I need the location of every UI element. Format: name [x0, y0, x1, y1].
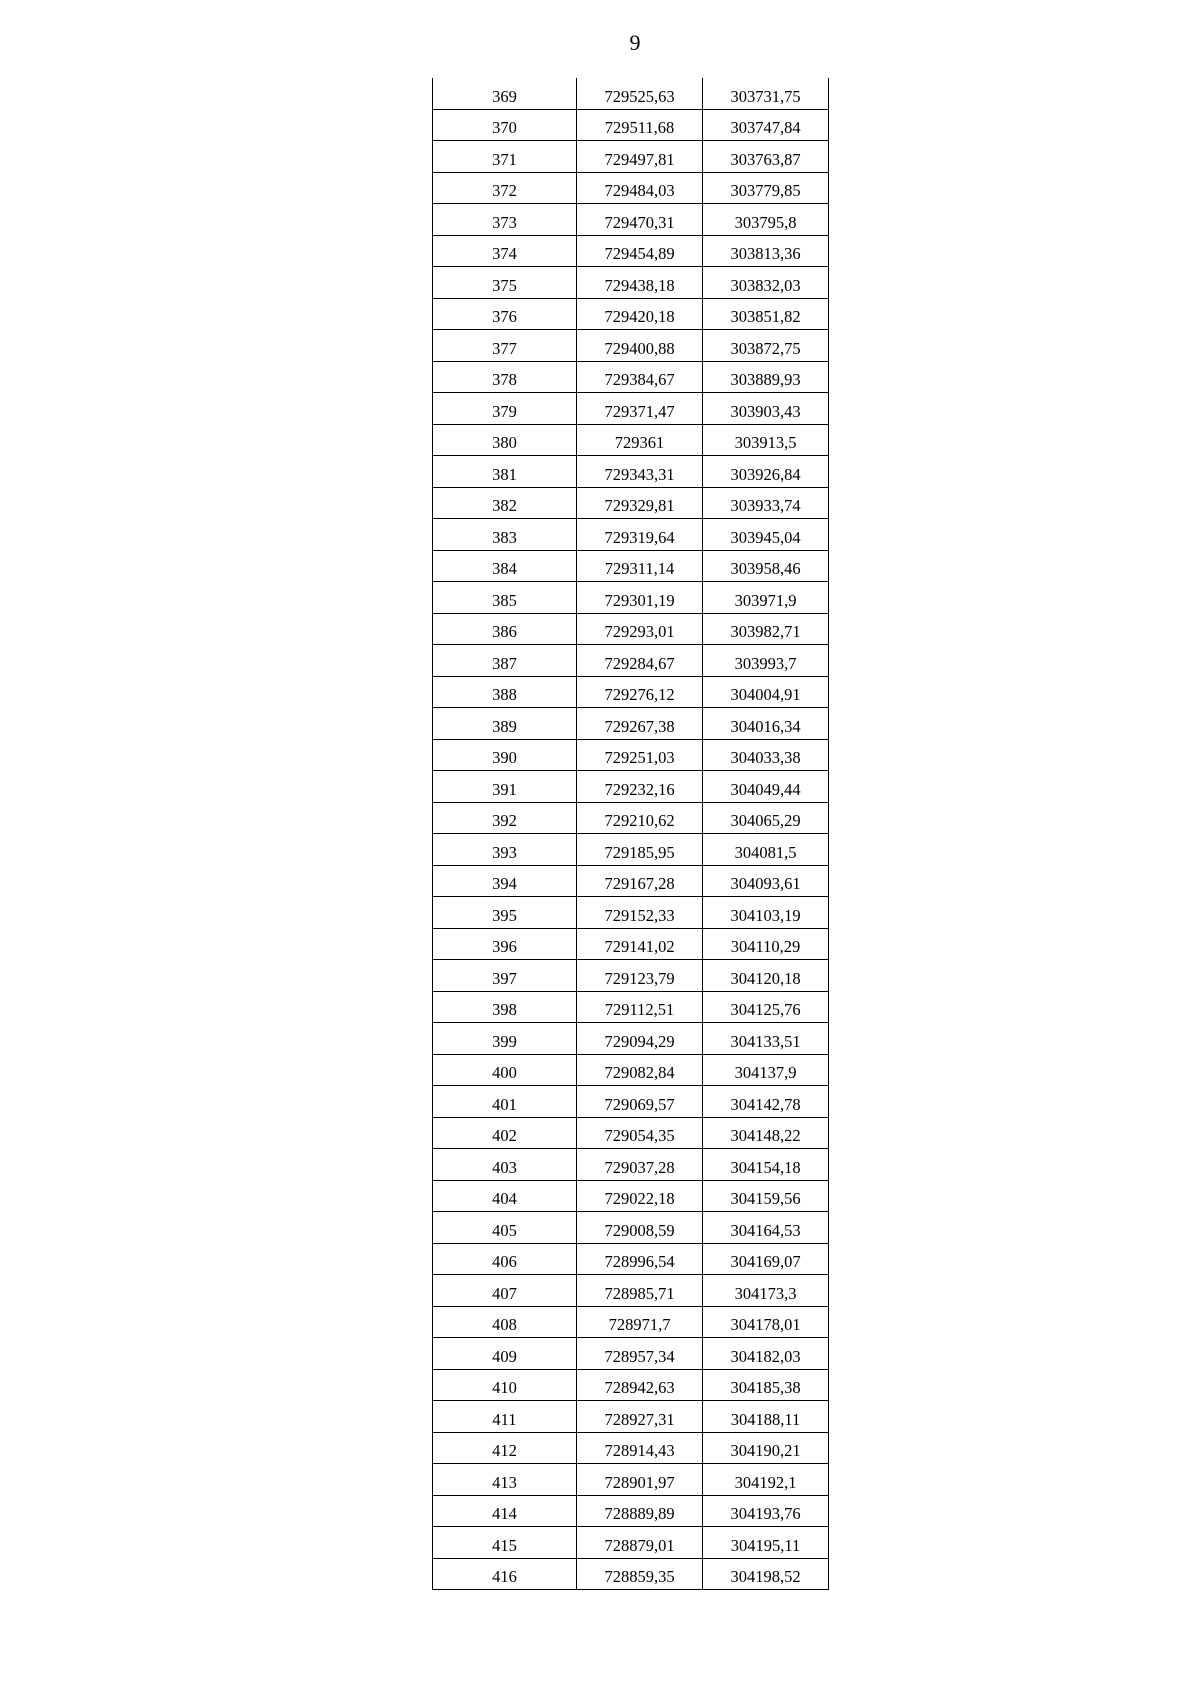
y-coordinate-cell: 303971,9 — [703, 582, 829, 614]
point-number-cell: 401 — [433, 1086, 577, 1118]
table-row — [433, 1527, 829, 1559]
point-number-cell: 402 — [433, 1117, 577, 1149]
x-coordinate-cell: 729251,03 — [577, 739, 703, 771]
y-coordinate-cell: 303851,82 — [703, 298, 829, 330]
table-row — [433, 235, 829, 267]
table-row — [433, 550, 829, 582]
point-number-cell: 391 — [433, 771, 577, 803]
y-coordinate-cell: 304093,61 — [703, 865, 829, 897]
y-coordinate-cell: 303872,75 — [703, 330, 829, 362]
x-coordinate-cell: 728859,35 — [577, 1558, 703, 1590]
point-number-cell: 416 — [433, 1558, 577, 1590]
point-number-cell: 413 — [433, 1464, 577, 1496]
x-coordinate-cell: 729420,18 — [577, 298, 703, 330]
table-row — [433, 1338, 829, 1370]
point-number-cell: 414 — [433, 1495, 577, 1527]
table-row — [433, 1023, 829, 1055]
x-coordinate-cell: 729319,64 — [577, 519, 703, 551]
table-row — [433, 708, 829, 740]
y-coordinate-cell: 304185,38 — [703, 1369, 829, 1401]
x-coordinate-cell: 729276,12 — [577, 676, 703, 708]
y-coordinate-cell: 304016,34 — [703, 708, 829, 740]
x-coordinate-cell: 729054,35 — [577, 1117, 703, 1149]
table-row — [433, 1275, 829, 1307]
table-row — [433, 1464, 829, 1496]
point-number-cell: 387 — [433, 645, 577, 677]
x-coordinate-cell: 728985,71 — [577, 1275, 703, 1307]
x-coordinate-cell: 729094,29 — [577, 1023, 703, 1055]
table-row — [433, 771, 829, 803]
y-coordinate-cell: 303933,74 — [703, 487, 829, 519]
table-row — [433, 802, 829, 834]
point-number-cell: 371 — [433, 141, 577, 173]
point-number-cell: 400 — [433, 1054, 577, 1086]
point-number-cell: 378 — [433, 361, 577, 393]
point-number-cell: 406 — [433, 1243, 577, 1275]
y-coordinate-cell: 304142,78 — [703, 1086, 829, 1118]
x-coordinate-cell: 729167,28 — [577, 865, 703, 897]
point-number-cell: 390 — [433, 739, 577, 771]
table-row — [433, 1054, 829, 1086]
table-row — [433, 1117, 829, 1149]
y-coordinate-cell: 303889,93 — [703, 361, 829, 393]
x-coordinate-cell: 728996,54 — [577, 1243, 703, 1275]
point-number-cell: 375 — [433, 267, 577, 299]
y-coordinate-cell: 304110,29 — [703, 928, 829, 960]
table-row — [433, 1432, 829, 1464]
y-coordinate-cell: 304198,52 — [703, 1558, 829, 1590]
table-row — [433, 1306, 829, 1338]
table-row — [433, 1086, 829, 1118]
y-coordinate-cell: 304178,01 — [703, 1306, 829, 1338]
x-coordinate-cell: 729454,89 — [577, 235, 703, 267]
table-row — [433, 456, 829, 488]
x-coordinate-cell: 728914,43 — [577, 1432, 703, 1464]
table-row — [433, 1212, 829, 1244]
y-coordinate-cell: 304004,91 — [703, 676, 829, 708]
table-row — [433, 834, 829, 866]
x-coordinate-cell: 729037,28 — [577, 1149, 703, 1181]
point-number-cell: 393 — [433, 834, 577, 866]
point-number-cell: 405 — [433, 1212, 577, 1244]
x-coordinate-cell: 729329,81 — [577, 487, 703, 519]
point-number-cell: 407 — [433, 1275, 577, 1307]
point-number-cell: 404 — [433, 1180, 577, 1212]
x-coordinate-cell: 728942,63 — [577, 1369, 703, 1401]
point-number-cell: 396 — [433, 928, 577, 960]
x-coordinate-cell: 729185,95 — [577, 834, 703, 866]
y-coordinate-cell: 304120,18 — [703, 960, 829, 992]
table-row — [433, 361, 829, 393]
y-coordinate-cell: 304065,29 — [703, 802, 829, 834]
x-coordinate-cell: 729384,67 — [577, 361, 703, 393]
y-coordinate-cell: 304081,5 — [703, 834, 829, 866]
y-coordinate-cell: 304125,76 — [703, 991, 829, 1023]
point-number-cell: 372 — [433, 172, 577, 204]
point-number-cell: 388 — [433, 676, 577, 708]
x-coordinate-cell: 729361 — [577, 424, 703, 456]
table-row — [433, 393, 829, 425]
y-coordinate-cell: 303913,5 — [703, 424, 829, 456]
y-coordinate-cell: 303813,36 — [703, 235, 829, 267]
x-coordinate-cell: 729525,63 — [577, 78, 703, 109]
x-coordinate-cell: 729400,88 — [577, 330, 703, 362]
x-coordinate-cell: 729112,51 — [577, 991, 703, 1023]
table-row — [433, 1558, 829, 1590]
point-number-cell: 398 — [433, 991, 577, 1023]
y-coordinate-cell: 304192,1 — [703, 1464, 829, 1496]
point-number-cell: 397 — [433, 960, 577, 992]
point-number-cell: 369 — [433, 78, 577, 109]
point-number-cell: 395 — [433, 897, 577, 929]
point-number-cell: 379 — [433, 393, 577, 425]
table-row — [433, 645, 829, 677]
x-coordinate-cell: 729008,59 — [577, 1212, 703, 1244]
table-row — [433, 109, 829, 141]
table-row — [433, 1243, 829, 1275]
y-coordinate-cell: 304182,03 — [703, 1338, 829, 1370]
table-row — [433, 991, 829, 1023]
x-coordinate-cell: 729293,01 — [577, 613, 703, 645]
table-row — [433, 1149, 829, 1181]
table-row — [433, 519, 829, 551]
y-coordinate-cell: 304049,44 — [703, 771, 829, 803]
table-row — [433, 487, 829, 519]
y-coordinate-cell: 304188,11 — [703, 1401, 829, 1433]
x-coordinate-cell: 729232,16 — [577, 771, 703, 803]
point-number-cell: 408 — [433, 1306, 577, 1338]
y-coordinate-cell: 303982,71 — [703, 613, 829, 645]
y-coordinate-cell: 303958,46 — [703, 550, 829, 582]
point-number-cell: 383 — [433, 519, 577, 551]
table-row — [433, 613, 829, 645]
point-number-cell: 376 — [433, 298, 577, 330]
y-coordinate-cell: 304033,38 — [703, 739, 829, 771]
y-coordinate-cell: 303763,87 — [703, 141, 829, 173]
coordinates-table — [432, 78, 829, 1590]
y-coordinate-cell: 304164,53 — [703, 1212, 829, 1244]
table-row — [433, 960, 829, 992]
point-number-cell: 374 — [433, 235, 577, 267]
x-coordinate-cell: 728901,97 — [577, 1464, 703, 1496]
table-row — [433, 928, 829, 960]
point-number-cell: 412 — [433, 1432, 577, 1464]
table-row — [433, 141, 829, 173]
y-coordinate-cell: 303779,85 — [703, 172, 829, 204]
x-coordinate-cell: 729470,31 — [577, 204, 703, 236]
point-number-cell: 403 — [433, 1149, 577, 1181]
x-coordinate-cell: 728927,31 — [577, 1401, 703, 1433]
point-number-cell: 394 — [433, 865, 577, 897]
page-number: 9 — [629, 30, 641, 55]
y-coordinate-cell: 303747,84 — [703, 109, 829, 141]
table-row — [433, 865, 829, 897]
table-row — [433, 424, 829, 456]
x-coordinate-cell: 728879,01 — [577, 1527, 703, 1559]
x-coordinate-cell: 729210,62 — [577, 802, 703, 834]
x-coordinate-cell: 729123,79 — [577, 960, 703, 992]
table-row — [433, 1401, 829, 1433]
y-coordinate-cell: 304103,19 — [703, 897, 829, 929]
x-coordinate-cell: 728957,34 — [577, 1338, 703, 1370]
point-number-cell: 389 — [433, 708, 577, 740]
table-row — [433, 204, 829, 236]
point-number-cell: 410 — [433, 1369, 577, 1401]
x-coordinate-cell: 728971,7 — [577, 1306, 703, 1338]
y-coordinate-cell: 304148,22 — [703, 1117, 829, 1149]
y-coordinate-cell: 304190,21 — [703, 1432, 829, 1464]
y-coordinate-cell: 304193,76 — [703, 1495, 829, 1527]
table-row — [433, 172, 829, 204]
point-number-cell: 385 — [433, 582, 577, 614]
x-coordinate-cell: 729069,57 — [577, 1086, 703, 1118]
table-row — [433, 897, 829, 929]
x-coordinate-cell: 729511,68 — [577, 109, 703, 141]
y-coordinate-cell: 303926,84 — [703, 456, 829, 488]
x-coordinate-cell: 729267,38 — [577, 708, 703, 740]
x-coordinate-cell: 729484,03 — [577, 172, 703, 204]
x-coordinate-cell: 729371,47 — [577, 393, 703, 425]
table-row — [433, 1369, 829, 1401]
y-coordinate-cell: 303993,7 — [703, 645, 829, 677]
table-row — [433, 78, 829, 109]
table-row — [433, 1495, 829, 1527]
table-row — [433, 298, 829, 330]
point-number-cell: 411 — [433, 1401, 577, 1433]
coordinates-table-body — [433, 78, 829, 1590]
table-row — [433, 1180, 829, 1212]
y-coordinate-cell: 304133,51 — [703, 1023, 829, 1055]
x-coordinate-cell: 729301,19 — [577, 582, 703, 614]
table-row — [433, 676, 829, 708]
table-row — [433, 739, 829, 771]
y-coordinate-cell: 304173,3 — [703, 1275, 829, 1307]
table-row — [433, 330, 829, 362]
x-coordinate-cell: 729082,84 — [577, 1054, 703, 1086]
y-coordinate-cell: 304195,11 — [703, 1527, 829, 1559]
point-number-cell: 377 — [433, 330, 577, 362]
y-coordinate-cell: 304137,9 — [703, 1054, 829, 1086]
y-coordinate-cell: 303945,04 — [703, 519, 829, 551]
x-coordinate-cell: 729022,18 — [577, 1180, 703, 1212]
x-coordinate-cell: 729343,31 — [577, 456, 703, 488]
x-coordinate-cell: 728889,89 — [577, 1495, 703, 1527]
point-number-cell: 380 — [433, 424, 577, 456]
x-coordinate-cell: 729311,14 — [577, 550, 703, 582]
x-coordinate-cell: 729497,81 — [577, 141, 703, 173]
point-number-cell: 382 — [433, 487, 577, 519]
y-coordinate-cell: 304169,07 — [703, 1243, 829, 1275]
table-row — [433, 267, 829, 299]
point-number-cell: 373 — [433, 204, 577, 236]
point-number-cell: 415 — [433, 1527, 577, 1559]
point-number-cell: 384 — [433, 550, 577, 582]
y-coordinate-cell: 303903,43 — [703, 393, 829, 425]
point-number-cell: 386 — [433, 613, 577, 645]
point-number-cell: 370 — [433, 109, 577, 141]
y-coordinate-cell: 303731,75 — [703, 78, 829, 109]
y-coordinate-cell: 304159,56 — [703, 1180, 829, 1212]
x-coordinate-cell: 729141,02 — [577, 928, 703, 960]
point-number-cell: 409 — [433, 1338, 577, 1370]
x-coordinate-cell: 729284,67 — [577, 645, 703, 677]
y-coordinate-cell: 303832,03 — [703, 267, 829, 299]
point-number-cell: 392 — [433, 802, 577, 834]
x-coordinate-cell: 729152,33 — [577, 897, 703, 929]
point-number-cell: 399 — [433, 1023, 577, 1055]
table-row — [433, 582, 829, 614]
y-coordinate-cell: 303795,8 — [703, 204, 829, 236]
y-coordinate-cell: 304154,18 — [703, 1149, 829, 1181]
point-number-cell: 381 — [433, 456, 577, 488]
x-coordinate-cell: 729438,18 — [577, 267, 703, 299]
